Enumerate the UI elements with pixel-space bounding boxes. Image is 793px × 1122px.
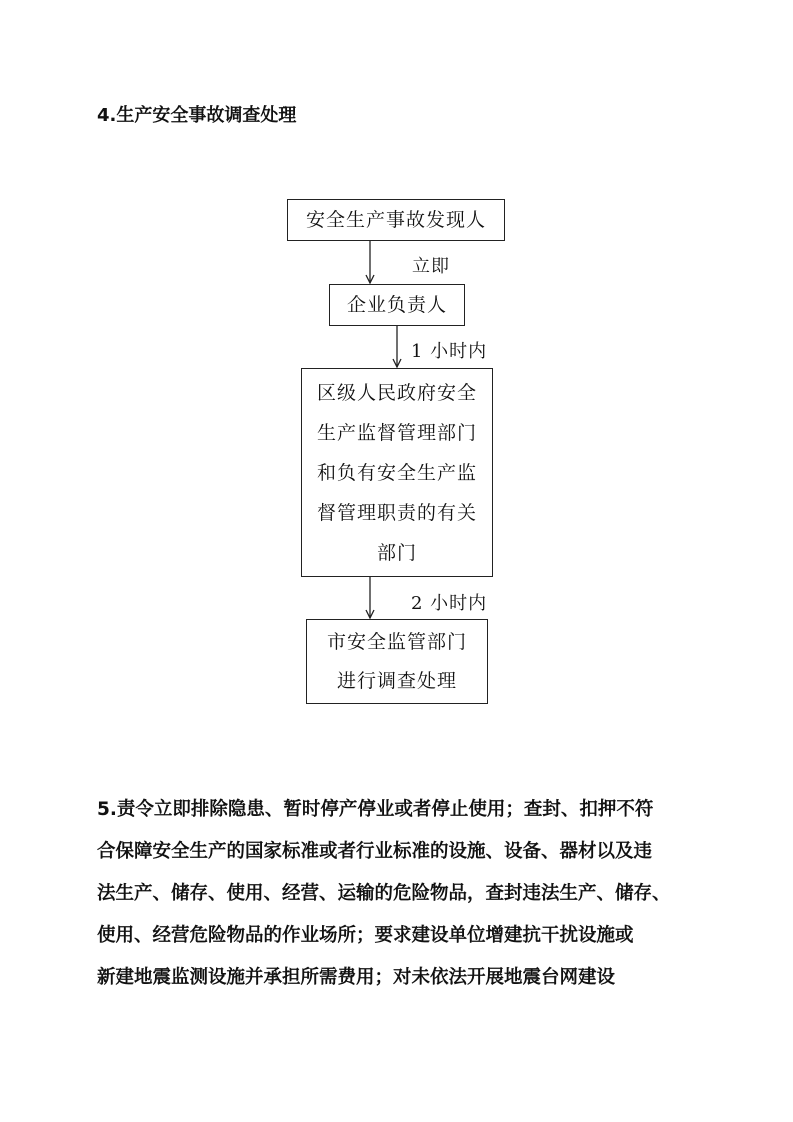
flow-node-line: 生产监督管理部门 (316, 422, 477, 444)
paragraph-line: 合保障安全生产的国家标准或者行业标准的设施、设备、器材以及违 (97, 841, 653, 862)
flow-node-district-departments (301, 368, 493, 577)
flow-node-discoverer (287, 199, 505, 241)
paragraph-line: 新建地震监测设施并承担所需费用；对未依法开展地震台网建设 (97, 967, 616, 988)
edge-label-1-hour: 1 小时内 (411, 341, 488, 362)
paragraph-line: 使用、经营危险物品的作业场所；要求建设单位增建抗干扰设施或 (97, 925, 634, 946)
section5-paragraph (97, 789, 717, 999)
flow-node-line: 安全生产事故发现人 (305, 209, 486, 231)
flow-node-line: 部门 (376, 542, 417, 564)
flow-node-city-department (306, 619, 488, 704)
edge-label-immediately: 立即 (412, 256, 450, 277)
edge-label-2-hours: 2 小时内 (411, 593, 488, 614)
flow-node-line: 督管理职责的有关 (316, 502, 477, 524)
flow-node-line: 市安全监管部门 (326, 631, 467, 653)
paragraph-line: 5.责令立即排除隐患、暂时停产停业或者停止使用；查封、扣押不符 (97, 799, 654, 820)
flow-node-line: 区级人民政府安全 (316, 382, 477, 404)
paragraph-line: 法生产、储存、使用、经营、运输的危险物品，查封违法生产、储存、 (97, 883, 671, 904)
flow-node-line: 企业负责人 (346, 294, 447, 316)
flow-node-line: 和负有安全生产监 (316, 462, 477, 484)
flow-node-company-head (329, 284, 465, 326)
section-heading: 4.生产安全事故调查处理 (97, 105, 297, 126)
flow-node-line: 进行调查处理 (336, 670, 457, 692)
